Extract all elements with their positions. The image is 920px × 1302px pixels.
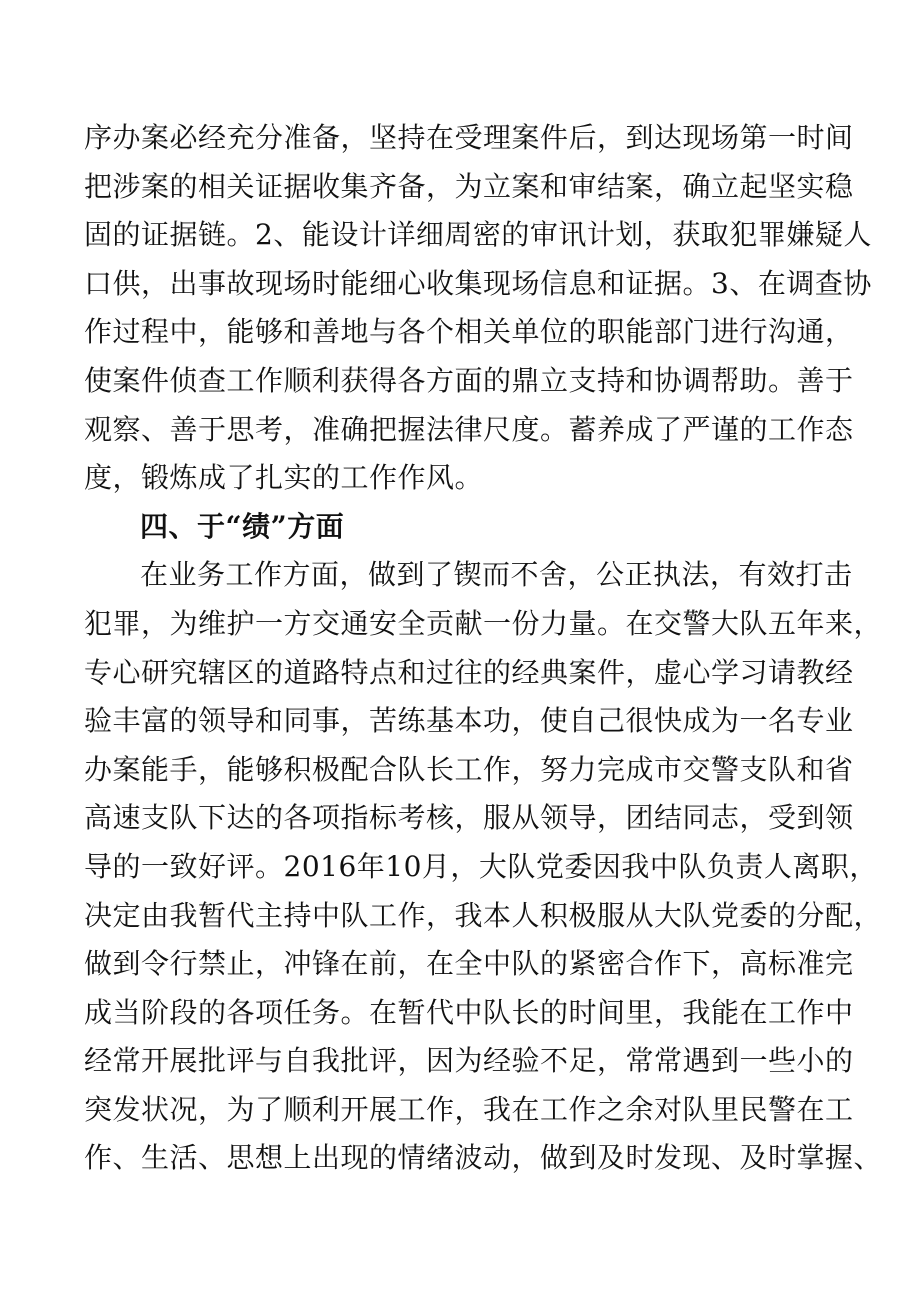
body-line-6: 使案件侦查工作顺利获得各方面的鼎立支持和协调帮助。善于 [84, 363, 854, 397]
body-line-11: 犯罪，为维护一方交通安全贡献一份力量。在交警大队五年来， [84, 606, 883, 640]
body-line-13: 验丰富的领导和同事，苦练基本功，使自己很快成为一名专业 [84, 704, 854, 738]
body-line-8: 度，锻炼成了扎实的工作作风。 [84, 461, 484, 495]
body-line-14: 办案能手，能够积极配合队长工作，努力完成市交警支队和省 [84, 752, 854, 786]
body-line-15: 高速支队下达的各项指标考核，服从领导，团结同志，受到领 [84, 801, 854, 835]
body-line-5: 作过程中，能够和善地与各个相关单位的职能部门进行沟通， [84, 315, 854, 349]
body-line-17: 决定由我暂代主持中队工作，我本人积极服从大队党委的分配， [84, 898, 883, 932]
body-line-12: 专心研究辖区的道路特点和过往的经典案件，虚心学习请教经 [84, 655, 854, 689]
body-line-20: 经常开展批评与自我批评，因为经验不足，常常遇到一些小的 [84, 1044, 854, 1078]
document-body [84, 114, 883, 1183]
body-line-4: 口供，出事故现场时能细心收集现场信息和证据。3、在调查协 [84, 266, 872, 300]
body-line-18: 做到令行禁止，冲锋在前，在全中队的紧密合作下，高标准完 [84, 947, 854, 981]
body-line-1: 序办案必经充分准备，坚持在受理案件后，到达现场第一时间 [84, 121, 854, 154]
body-line-3: 固的证据链。2、能设计详细周密的审讯计划，获取犯罪嫌疑人 [84, 218, 872, 252]
body-line-22: 作、生活、思想上出现的情绪波动，做到及时发现、及时掌握、 [84, 1141, 883, 1175]
body-line-19: 成当阶段的各项任务。在暂代中队长的时间里，我能在工作中 [84, 995, 854, 1029]
body-line-16: 导的一致好评。2016年10月，大队党委因我中队负责人离职， [84, 849, 878, 883]
section-heading: 四、于“绩”方面 [140, 509, 345, 543]
body-line-10: 在业务工作方面，做到了锲而不舍，公正执法，有效打击 [140, 558, 853, 592]
body-line-21: 突发状况，为了顺利开展工作，我在工作之余对队里民警在工 [84, 1092, 854, 1126]
body-line-2: 把涉案的相关证据收集齐备，为立案和审结案，确立起坚实稳 [84, 169, 854, 203]
body-line-7: 观察、善于思考，准确把握法律尺度。蓄养成了严谨的工作态 [84, 412, 854, 446]
